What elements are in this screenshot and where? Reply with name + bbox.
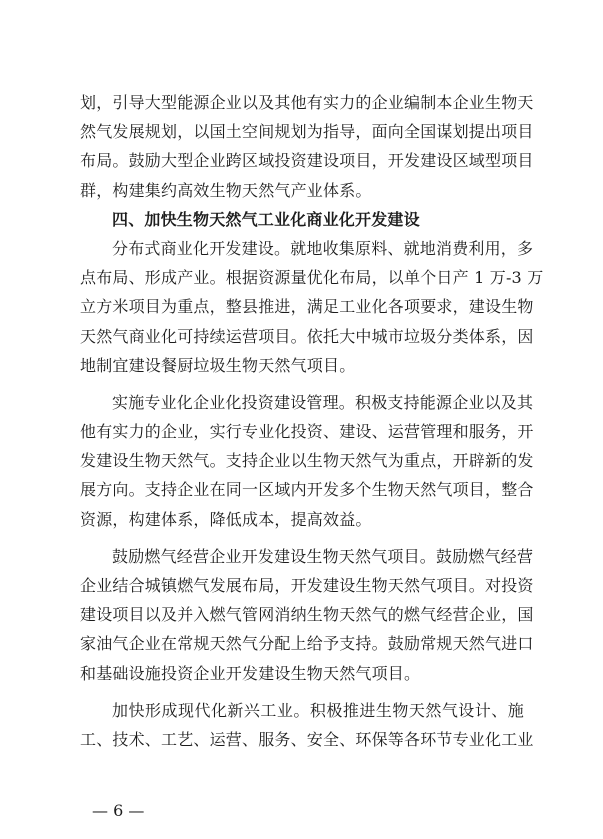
text-line: 建设项目以及并入燃气管网消纳生物天然气的燃气经营企业，国 — [80, 605, 534, 625]
text-line: 天然气商业化可持续运营项目。依托大中城市垃圾分类体系，因 — [80, 326, 534, 346]
text-line: 加快形成现代化新兴工业。积极推进生物天然气设计、施 — [112, 700, 524, 720]
paragraph-gap — [80, 688, 524, 696]
text-line: 分布式商业化开发建设。就地收集原料、就地消费利用，多 — [112, 238, 534, 258]
text-line: 布局。鼓励大型企业跨区域投资建设项目，开发建设区域型项目 — [80, 151, 534, 171]
paragraph-gap — [80, 534, 524, 542]
text-line: 划，引导大型能源企业以及其他有实力的企业编制本企业生物天 — [80, 93, 534, 112]
paragraph-distributed-development — [80, 234, 544, 380]
text-line: 实施专业化企业化投资建设管理。积极支持能源企业以及其 — [112, 392, 534, 412]
text-line: 和基础设施投资企业开发建设生物天然气项目。 — [80, 663, 421, 683]
section-heading: 四、加快生物天然气工业化商业化开发建设 — [112, 209, 420, 229]
paragraph-modern-industry — [80, 696, 534, 754]
text-line: 鼓励燃气经营企业开发建设生物天然气项目。鼓励燃气经营 — [112, 546, 534, 566]
text-line: 企业结合城镇燃气发展布局，开发建设生物天然气项目。对投资 — [80, 576, 534, 595]
paragraph-professional-management — [80, 388, 534, 534]
text-line: 他有实力的企业，实行专业化投资、建设、运营管理和服务，开 — [80, 422, 534, 442]
text-line: 发建设生物天然气。支持企业以生物天然气为重点，开辟新的发 — [80, 451, 534, 471]
text-line: 地制宜建设餐厨垃圾生物天然气项目。 — [80, 355, 356, 375]
text-line: 家油气企业在常规天然气分配上给予支持。鼓励常规天然气进口 — [80, 634, 534, 654]
text-line: 点布局、形成产业。根据资源量优化布局，以单个日产 1 万-3 万 — [80, 268, 544, 288]
document-body — [80, 88, 544, 754]
text-line: 群，构建集约高效生物天然气产业体系。 — [80, 180, 372, 200]
text-line: 展方向。支持企业在同一区域内开发多个生物天然气项目，整合 — [80, 480, 534, 500]
paragraph-gas-enterprises — [80, 542, 534, 688]
page-number: — 6 — — [92, 801, 145, 820]
paragraph-gap — [80, 380, 524, 388]
paragraph-intro — [80, 88, 534, 205]
text-line: 资源，构建体系，降低成本，提高效益。 — [80, 509, 372, 529]
text-line: 工、技术、工艺、运营、服务、安全、环保等各环节专业化工业 — [80, 729, 534, 749]
text-line: 然气发展规划，以国土空间规划为指导，面向全国谋划提出项目 — [80, 122, 534, 142]
text-line: 立方米项目为重点，整县推进，满足工业化各项要求，建设生物 — [80, 297, 534, 317]
